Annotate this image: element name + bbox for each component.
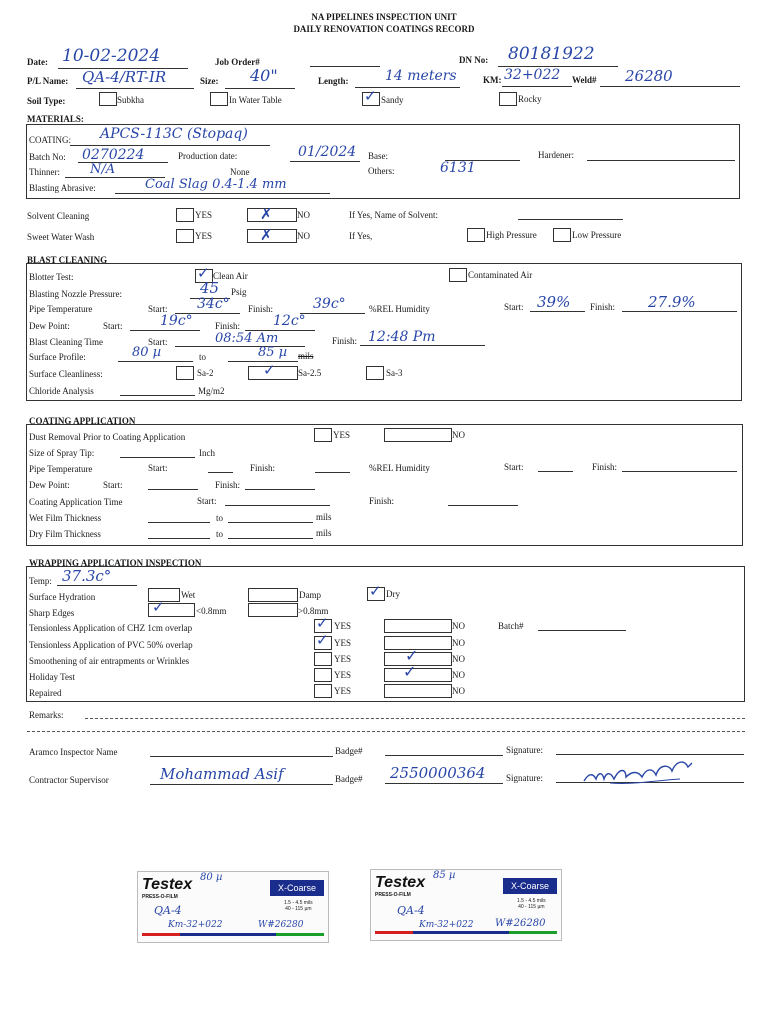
contractor-name-value[interactable]: Mohammad Asif — [160, 765, 284, 783]
wet-film-unit: mils — [316, 512, 332, 522]
profile-mils-unit: mils — [298, 351, 314, 361]
km-label: KM: — [483, 75, 502, 85]
smoothening-no-label: NO — [452, 654, 465, 664]
pvc-overlap-label: Tensionless Application of PVC 50% overlap — [29, 640, 193, 650]
coating-application-heading: COATING APPLICATION — [29, 416, 136, 426]
chloride-unit: Mg/m2 — [198, 386, 225, 396]
low-pressure-label: Low Pressure — [572, 230, 622, 240]
contractor-badge-value[interactable]: 2550000364 — [390, 764, 486, 782]
blast-time-finish-label: Finish: — [332, 336, 358, 346]
km-value[interactable]: 32+022 — [504, 67, 561, 83]
slip2-green-bar — [509, 931, 557, 934]
hydration-wet-label: Wet — [181, 590, 196, 600]
profile-to-label: to — [199, 352, 207, 362]
size-value[interactable]: 40" — [250, 66, 278, 85]
slip1-brand: Testex — [142, 876, 193, 893]
blasting-abrasive-label: Blasting Abrasive: — [29, 183, 96, 193]
none-label: None — [230, 167, 250, 177]
blast-time-start-label: Start: — [148, 337, 168, 347]
contractor-supervisor-label: Contractor Supervisor — [29, 775, 109, 785]
contaminated-air-checkbox[interactable] — [449, 268, 467, 282]
low-pressure-checkbox[interactable] — [553, 228, 571, 242]
soil-type-label: Soil Type: — [27, 96, 66, 106]
coating-label: COATING: — [29, 135, 71, 145]
soil-subkha-label: Subkha — [117, 95, 144, 105]
solvent-yes-checkbox[interactable] — [176, 208, 194, 222]
slip2-sub: PRESS-O-FILM — [375, 892, 411, 898]
slip2-reading: 85 µ — [433, 870, 456, 881]
solvent-name-label: If Yes, Name of Solvent: — [349, 210, 438, 220]
contractor-signature-image — [580, 757, 700, 791]
soil-subkha-checkbox[interactable] — [99, 92, 117, 106]
coat-time-label: Coating Application Time — [29, 497, 123, 507]
dry-film-label: Dry Film Thickness — [29, 529, 101, 539]
edges-gt-checkbox[interactable] — [248, 603, 298, 617]
length-label: Length: — [318, 76, 349, 86]
humidity-start-label: Start: — [504, 302, 524, 312]
humidity-finish-value[interactable]: 27.9% — [648, 293, 696, 311]
pvc-yes-label: YES — [334, 638, 352, 648]
dust-removal-label: Dust Removal Prior to Coating Application — [29, 432, 186, 442]
sa3-checkbox[interactable] — [366, 366, 384, 380]
clean-air-checkbox[interactable]: ✓ — [195, 269, 213, 283]
sa25-label: Sa-2.5 — [298, 368, 322, 378]
pipe-temp-label: Pipe Temperature — [29, 304, 93, 314]
pvc-yes-checkbox[interactable]: ✓ — [314, 636, 332, 650]
repaired-no-label: NO — [452, 686, 465, 696]
aramco-inspector-label: Aramco Inspector Name — [29, 747, 118, 757]
slip2-red-bar — [375, 931, 413, 934]
chz-no-label: NO — [452, 621, 465, 631]
repaired-label: Repaired — [29, 688, 62, 698]
coat-humidity-label: %REL Humidity — [369, 463, 430, 473]
soil-rocky-label: Rocky — [518, 94, 542, 104]
wrap-temp-label: Temp: — [29, 576, 52, 586]
soil-water-table-checkbox[interactable] — [210, 92, 228, 106]
profile-from-value[interactable]: 80 µ — [132, 345, 162, 360]
slip2-grade: X-Coarse — [503, 878, 557, 894]
coating-application-frame — [26, 424, 743, 546]
soil-sandy-label: Sandy — [381, 95, 404, 105]
chz-yes-label: YES — [334, 621, 352, 631]
dew-point-label: Dew Point: — [29, 321, 70, 331]
sweet-if-yes-label: If Yes, — [349, 231, 373, 241]
pl-name-label: P/L Name: — [27, 76, 69, 86]
soil-sandy-checkbox[interactable]: ✓ — [362, 92, 380, 106]
clean-air-label: Clean Air — [213, 271, 248, 281]
humidity-finish-label: Finish: — [590, 302, 616, 312]
hydration-damp-checkbox[interactable] — [248, 588, 298, 602]
dust-yes-checkbox[interactable] — [314, 428, 332, 442]
edges-lt-label: <0.8mm — [196, 606, 227, 616]
profile-to-value[interactable]: 85 µ — [258, 345, 288, 360]
soil-rocky-checkbox[interactable] — [499, 92, 517, 106]
size-label: Size: — [200, 76, 219, 86]
coating-value[interactable]: APCS-113C (Stopaq) — [100, 126, 248, 142]
materials-heading: MATERIALS: — [27, 114, 84, 124]
solvent-no-label: NO — [297, 210, 310, 220]
humidity-label: %REL Humidity — [369, 304, 430, 314]
solvent-no-checkbox[interactable]: ✗ — [247, 208, 297, 222]
soil-water-table-label: In Water Table — [229, 95, 282, 105]
date-label: Date: — [27, 57, 48, 67]
holiday-yes-checkbox[interactable] — [314, 668, 332, 682]
thinner-value[interactable]: N/A — [90, 162, 116, 177]
date-value[interactable]: 10-02-2024 — [62, 46, 161, 66]
dry-film-to: to — [216, 529, 224, 539]
dust-no-label: NO — [452, 430, 465, 440]
form-title-line1: NA PIPELINES INSPECTION UNIT — [311, 12, 457, 22]
dew-finish-value[interactable]: 12c° — [273, 313, 306, 329]
job-order-label: Job Order# — [215, 57, 260, 67]
holiday-no-label: NO — [452, 670, 465, 680]
wrapping-heading: WRAPPING APPLICATION INSPECTION — [29, 558, 202, 568]
contaminated-air-label: Contaminated Air — [468, 270, 533, 280]
slip2-blue-bar — [413, 931, 509, 934]
surface-cleanliness-label: Surface Cleanliness: — [29, 369, 103, 379]
hardener-label: Hardener: — [538, 150, 574, 160]
dew-start-value[interactable]: 19c° — [160, 313, 193, 329]
slip1-line: QA-4 — [154, 904, 182, 917]
slip1-green-bar — [276, 933, 324, 936]
thinner-label: Thinner: — [29, 167, 60, 177]
dew-finish-label: Finish: — [215, 321, 241, 331]
weld-label: Weld# — [572, 75, 597, 85]
slip1-km: Km-32+022 — [168, 920, 223, 930]
smoothening-label: Smoothening of air entrapments or Wrinkles — [29, 656, 190, 666]
pvc-no-label: NO — [452, 638, 465, 648]
slip1-red-bar — [142, 933, 180, 936]
holiday-no-checkbox[interactable]: ✓ — [384, 668, 452, 682]
blotter-test-label: Blotter Test: — [29, 272, 74, 282]
nozzle-pressure-value[interactable]: 45 — [200, 279, 220, 297]
coat-dew-finish-label: Finish: — [215, 480, 241, 490]
sa2-label: Sa-2 — [197, 368, 214, 378]
others-value[interactable]: 6131 — [440, 160, 476, 176]
pipe-temp-finish-value[interactable]: 39c° — [313, 296, 346, 312]
slip1-reading: 80 µ — [200, 872, 223, 883]
blasting-abrasive-value[interactable]: Coal Slag 0.4-1.4 mm — [145, 177, 287, 192]
testex-slip-2 — [370, 869, 562, 941]
sweet-water-label: Sweet Water Wash — [27, 232, 95, 242]
pl-name-value[interactable]: QA-4/RT-IR — [82, 68, 167, 86]
dew-start-label: Start: — [103, 321, 123, 331]
remarks-label: Remarks: — [29, 710, 64, 720]
psig-unit: Psig — [231, 287, 247, 297]
sweet-no-label: NO — [297, 231, 310, 241]
sa2-checkbox[interactable] — [176, 366, 194, 380]
humidity-start-value[interactable]: 39% — [537, 293, 571, 311]
pipe-temp-finish-label: Finish: — [248, 304, 274, 314]
smoothening-yes-checkbox[interactable] — [314, 652, 332, 666]
remarks-line-1[interactable] — [85, 718, 745, 719]
repaired-yes-checkbox[interactable] — [314, 684, 332, 698]
sa25-checkbox[interactable]: ✓ — [248, 366, 298, 380]
dust-no-checkbox[interactable] — [384, 428, 452, 442]
repaired-yes-label: YES — [334, 686, 352, 696]
slip1-weld: W#26280 — [258, 920, 304, 930]
chloride-analysis-label: Chloride Analysis — [29, 386, 94, 396]
weld-value[interactable]: 26280 — [625, 67, 673, 85]
dn-no-label: DN No: — [459, 55, 489, 65]
coat-pipe-temp-start-label: Start: — [148, 463, 168, 473]
blast-cleaning-heading: BLAST CLEANING — [27, 255, 108, 265]
slip2-km: Km-32+022 — [419, 920, 474, 930]
high-pressure-checkbox[interactable] — [467, 228, 485, 242]
solvent-yes-label: YES — [195, 210, 213, 220]
chz-yes-checkbox[interactable]: ✓ — [314, 619, 332, 633]
slip1-spec1: 1.5 - 4.5 mils — [284, 900, 313, 906]
hydration-damp-label: Damp — [299, 590, 321, 600]
batch-hash-label: Batch# — [498, 621, 524, 631]
smoothening-yes-label: YES — [334, 654, 352, 664]
surface-hydration-label: Surface Hydration — [29, 592, 96, 602]
form-title-line2: DAILY RENOVATION COATINGS RECORD — [293, 24, 475, 34]
coat-pipe-temp-label: Pipe Temperature — [29, 464, 93, 474]
testex-slip-1 — [137, 871, 329, 943]
base-label: Base: — [368, 151, 388, 161]
slip1-blue-bar — [180, 933, 276, 936]
spray-tip-unit: Inch — [199, 448, 215, 458]
hydration-dry-checkbox[interactable]: ✓ — [367, 587, 385, 601]
chz-no-checkbox[interactable] — [384, 619, 452, 633]
coat-time-start-label: Start: — [197, 496, 217, 506]
contractor-signature-label: Signature: — [506, 773, 543, 783]
smoothening-no-checkbox[interactable]: ✓ — [384, 652, 452, 666]
dry-film-unit: mils — [316, 528, 332, 538]
sharp-edges-label: Sharp Edges — [29, 608, 75, 618]
high-pressure-label: High Pressure — [486, 230, 537, 240]
coat-time-finish-label: Finish: — [369, 496, 395, 506]
pipe-temp-start-label: Start: — [148, 304, 168, 314]
wet-film-label: Wet Film Thickness — [29, 513, 102, 523]
coat-humidity-start-label: Start: — [504, 462, 524, 472]
aramco-badge-label: Badge# — [335, 746, 363, 756]
coat-dew-label: Dew Point: — [29, 480, 70, 490]
nozzle-pressure-label: Blasting Nozzle Pressure: — [29, 289, 122, 299]
blast-time-start-value[interactable]: 08:54 Am — [215, 331, 279, 346]
chz-overlap-label: Tensionless Application of CHZ 1cm overlap — [29, 623, 193, 633]
slip2-spec2: 40 - 115 µm — [518, 904, 545, 910]
slip1-grade: X-Coarse — [270, 880, 324, 896]
surface-profile-label: Surface Profile: — [29, 352, 86, 362]
slip2-weld: W#26280 — [495, 918, 546, 929]
sweet-yes-label: YES — [195, 231, 213, 241]
wet-film-to: to — [216, 513, 224, 523]
blast-time-finish-value[interactable]: 12:48 Pm — [368, 329, 436, 345]
wrap-temp-value[interactable]: 37.3c° — [62, 567, 112, 585]
coat-pipe-temp-finish-label: Finish: — [250, 463, 276, 473]
sweet-yes-checkbox[interactable] — [176, 229, 194, 243]
length-value[interactable]: 14 meters — [385, 68, 457, 84]
dn-no-value[interactable]: 80181922 — [508, 44, 595, 64]
repaired-no-checkbox[interactable] — [384, 684, 452, 698]
hydration-dry-label: Dry — [386, 589, 400, 599]
slip1-spec2: 40 - 115 µm — [285, 906, 312, 912]
spray-tip-label: Size of Spray Tip: — [29, 448, 95, 458]
sa3-label: Sa-3 — [386, 368, 403, 378]
slip1-sub: PRESS-O-FILM — [142, 894, 178, 900]
others-label: Others: — [368, 166, 395, 176]
edges-lt-checkbox[interactable]: ✓ — [148, 603, 195, 617]
solvent-cleaning-label: Solvent Cleaning — [27, 211, 90, 221]
batch-no-value[interactable]: 0270224 — [82, 147, 145, 163]
pipe-temp-start-value[interactable]: 34c° — [197, 296, 230, 312]
edges-gt-label: >0.8mm — [298, 606, 329, 616]
holiday-test-label: Holiday Test — [29, 672, 75, 682]
slip2-brand: Testex — [375, 874, 426, 891]
batch-no-label: Batch No: — [29, 152, 66, 162]
coat-dew-start-label: Start: — [103, 480, 123, 490]
slip2-spec1: 1.5 - 4.5 mils — [517, 898, 546, 904]
blast-time-label: Blast Cleaning Time — [29, 337, 104, 347]
production-date-label: Production date: — [178, 151, 238, 161]
production-date-value[interactable]: 01/2024 — [298, 144, 357, 160]
aramco-signature-label: Signature: — [506, 745, 543, 755]
contractor-badge-label: Badge# — [335, 774, 363, 784]
sweet-no-checkbox[interactable]: ✗ — [247, 229, 297, 243]
slip2-line: QA-4 — [397, 904, 425, 917]
holiday-yes-label: YES — [334, 670, 352, 680]
dust-yes-label: YES — [333, 430, 351, 440]
remarks-line-2[interactable] — [27, 731, 745, 732]
coat-humidity-finish-label: Finish: — [592, 462, 618, 472]
